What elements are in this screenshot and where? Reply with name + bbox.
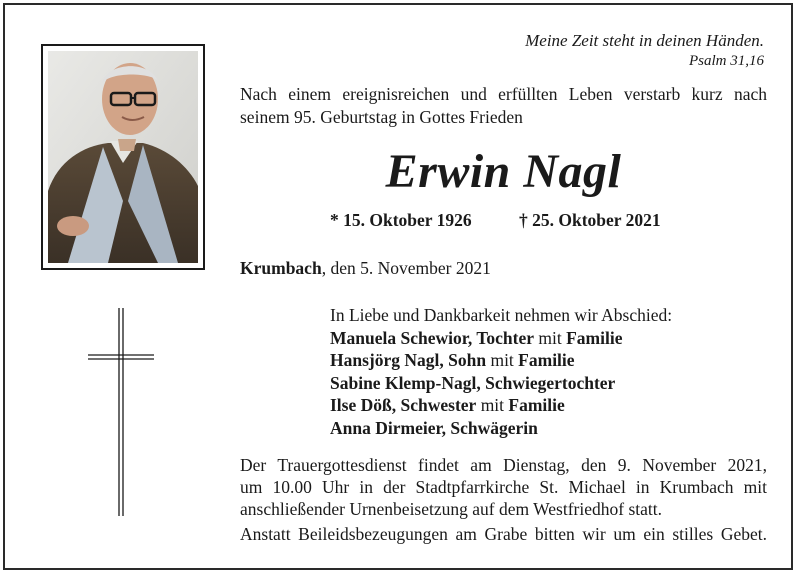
member-connector: mit [476,395,509,415]
place-name: Krumbach [240,258,322,278]
service-line-1: Der Trauergottesdienst findet am Dienstag, den 9. November 2021, [240,455,767,475]
member-suffix: Familie [508,395,565,415]
deceased-name: Erwin Nagl [385,145,622,198]
notice-date: , den 5. November 2021 [321,258,491,278]
portrait-frame [41,44,205,270]
family-member [330,349,672,372]
cross-icon [88,308,158,516]
service-details [240,454,767,520]
family-list [330,304,672,439]
verse-reference: Psalm 31,16 [689,53,764,69]
family-member [330,394,672,417]
family-intro: In Liebe und Dankbarkeit nehmen wir Abschied: [330,305,673,325]
birth-date: * 15. Oktober 1926 [330,210,472,230]
member-connector: mit [534,327,567,348]
family-member [330,372,672,395]
service-line-3: anschließender Urnenbeisetzung auf dem Westfriedhof statt. [240,499,663,519]
bible-verse [525,30,764,70]
death-date: † 25. Oktober 2021 [519,210,661,230]
member-name: Anna Dirmeier, Schwägerin [330,417,538,438]
service-line-2: um 10.00 Uhr in der Stadtpfarrkirche St. Michael in Krumbach mit [240,477,767,497]
family-member [330,417,672,440]
member-name: Ilse Döß, Schwester [330,395,477,415]
member-connector: mit [486,350,519,370]
condolence-request: Anstatt Beileidsbezeugungen am Grabe bitten wir um ein stilles Gebet. [240,524,767,544]
verse-text: Meine Zeit steht in deinen Händen. [525,31,764,50]
portrait-photo [48,51,198,263]
member-name: Sabine Klemp-Nagl, Schwiegertochter [330,372,616,393]
member-suffix: Familie [566,327,623,348]
place-date [240,257,491,279]
member-name: Hansjörg Nagl, Sohn [330,350,487,370]
intro-text [240,83,767,129]
intro-line-1: Nach einem ereignisreichen und erfüllten Leben verstarb kurz nach [240,84,767,104]
member-name: Manuela Schewior, Tochter [330,327,535,348]
member-suffix: Familie [518,350,575,370]
family-member [330,327,672,350]
intro-line-2: seinem 95. Geburtstag in Gottes Frieden [240,107,523,127]
